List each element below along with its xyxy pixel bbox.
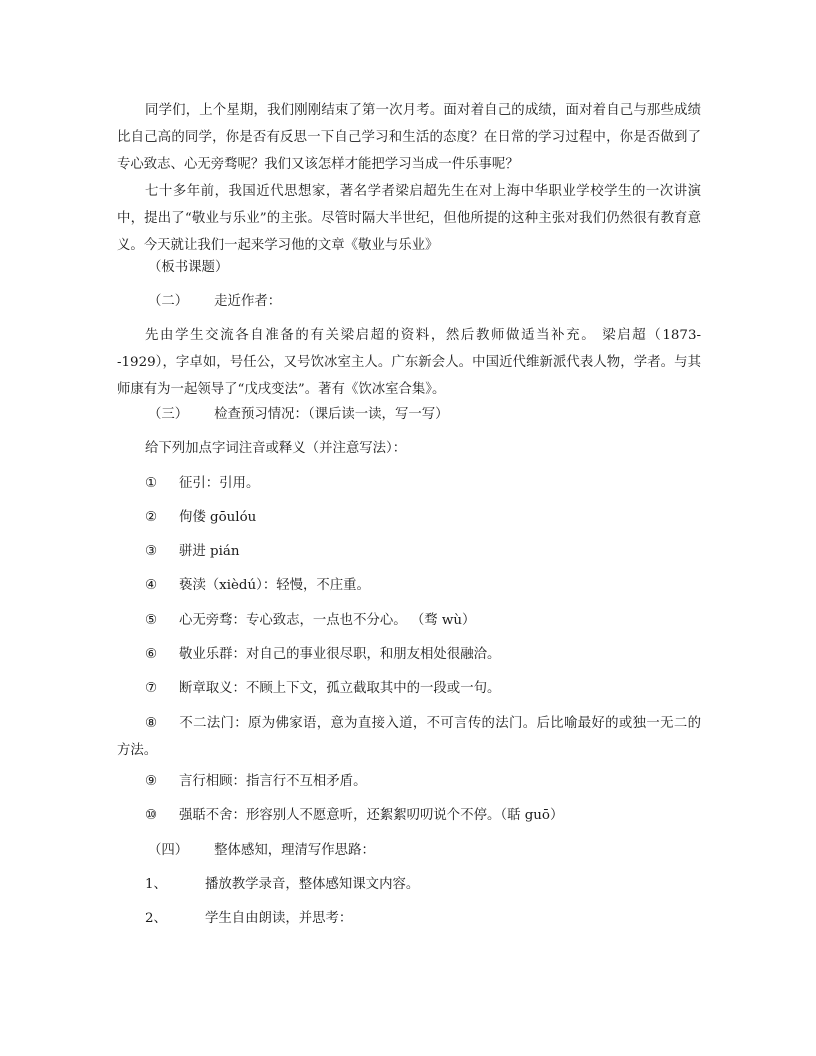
section-4-title: 整体感知，理清写作思路： <box>214 843 375 858</box>
vocab-number: ② <box>145 510 158 525</box>
section-3-heading <box>148 405 449 425</box>
vocab-item-wrapped <box>117 710 701 764</box>
vocab-text: 征引：引用。 <box>179 476 260 491</box>
step-text: 播放教学录音，整体感知课文内容。 <box>205 877 420 892</box>
vocab-item <box>145 611 475 631</box>
section-2-heading <box>148 292 281 312</box>
intro-paragraph: 同学们，上个星期，我们刚刚结束了第一次月考。面对着自己的成绩，面对着自己与那些成绩比自己高的同学，你是否有反思一下自己学习和生活的态度？在日常的学习过程中，你是否做到了专心致志、心无旁骛呢？我们又该怎样才能把学习当成一件乐事呢？ <box>117 103 701 172</box>
vocab-number: ④ <box>145 578 158 593</box>
step-number: 1、 <box>145 877 167 892</box>
vocab-text: 敬业乐群：对自己的事业很尽职，和朋友相处很融洽。 <box>179 647 501 662</box>
vocab-item <box>145 772 366 792</box>
vocab-text: 言行相顾：指言行不互相矛盾。 <box>179 774 367 789</box>
vocab-text: 不二法门：原为佛家语，意为直接入道，不可言传的法门。后比喻最好的或独一无二的方法。 <box>117 716 701 758</box>
vocab-text: 断章取义：不顾上下文，孤立截取其中的一段或一句。 <box>179 681 501 696</box>
step-item <box>145 909 352 929</box>
step-number: 2、 <box>145 911 167 926</box>
vocab-item <box>145 474 259 494</box>
section-2-number: （二） <box>148 294 189 309</box>
vocab-number: ⑩ <box>145 808 158 823</box>
vocab-number: ⑨ <box>145 774 158 789</box>
vocab-text: 佝偻 gōulóu <box>179 510 257 525</box>
vocab-instruction: 给下列加点字词注音或释义（并注意写法）： <box>145 441 407 456</box>
vocab-text: 骈进 pián <box>179 544 240 559</box>
vocab-text: 心无旁骛：专心致志，一点也不分心。 （骛 wù） <box>179 613 476 628</box>
section-3-title: 检查预习情况：（课后读一读，写一写） <box>214 407 449 422</box>
vocab-item <box>145 679 500 699</box>
vocab-number: ⑥ <box>145 647 158 662</box>
board-note: （板书课题） <box>148 260 229 275</box>
author-paragraph: 先由学生交流各自准备的有关梁启超的资料，然后教师做适当补充。 梁启超（1873--1929），字卓如，号任公，又号饮冰室主人。广东新会人。中国近代维新派代表人物，学者。与其师康有为一起领导了“戊戌变法”。著有《饮冰室合集》。 <box>117 328 701 397</box>
step-item <box>145 875 419 895</box>
step-text: 学生自由朗读，并思考： <box>205 911 353 926</box>
background-paragraph: 七十多年前，我国近代思想家，著名学者梁启超先生在对上海中华职业学校学生的一次讲演中，提出了“敬业与乐业”的主张。尽管时隔大半世纪，但他所提的这种主张对我们仍然很有教育意义。今天就让我们一起来学习他的文章《敬业与乐业》 <box>117 184 701 253</box>
vocab-number: ① <box>145 476 158 491</box>
vocab-text: 亵渎（xièdú）：轻慢，不庄重。 <box>179 578 370 593</box>
vocab-text: 强聒不舍：形容别人不愿意听，还絮絮叨叨说个不停。（聒 guō） <box>179 808 564 823</box>
vocab-item <box>145 806 563 826</box>
vocab-item <box>145 645 500 665</box>
section-4-number: （四） <box>148 843 189 858</box>
section-2-title: 走近作者： <box>214 294 282 309</box>
vocab-number: ⑦ <box>145 681 158 696</box>
section-3-number: （三） <box>148 407 189 422</box>
vocab-number: ③ <box>145 544 158 559</box>
vocab-number: ⑧ <box>145 716 158 731</box>
vocab-number: ⑤ <box>145 613 158 628</box>
vocab-item <box>145 508 256 528</box>
vocab-item <box>145 576 370 596</box>
vocab-item <box>145 542 240 562</box>
section-4-heading <box>148 841 375 861</box>
